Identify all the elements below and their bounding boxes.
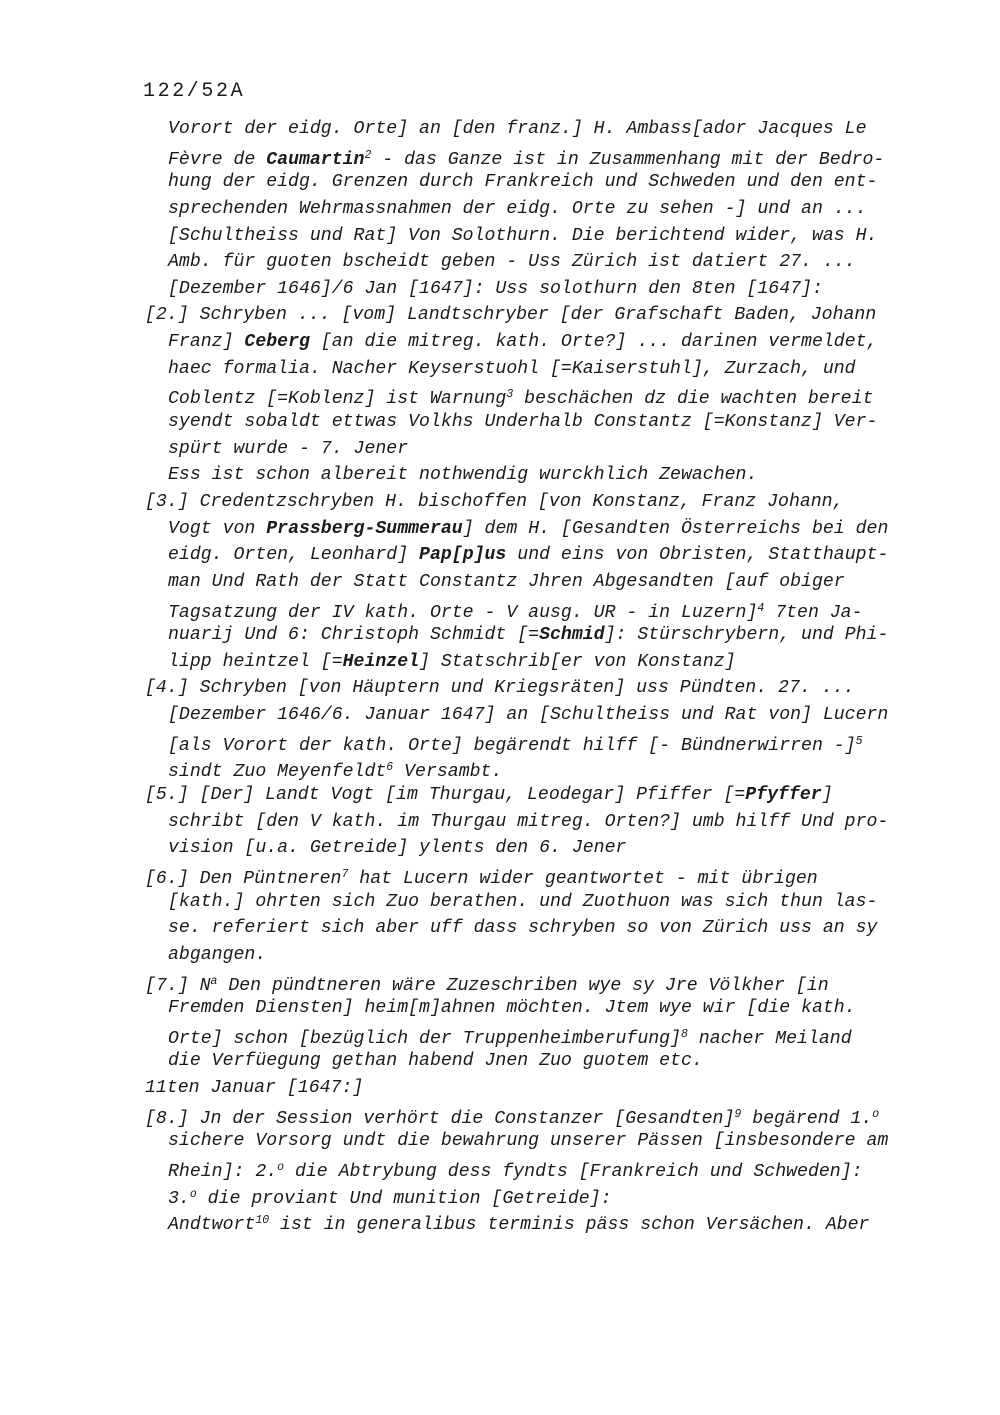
text-line <box>145 116 945 143</box>
text-line <box>145 596 945 623</box>
text-line <box>145 569 945 596</box>
footnote-superscript: 9 <box>734 1107 742 1121</box>
text-segment: Franz] <box>168 332 245 353</box>
text-segment: Den pündtneren wäre Zuzeschriben wye sy Jre Völkher [in <box>217 975 829 996</box>
text-segment: sprechenden Wehrmassnahmen der eidg. Orte zu sehen -] und an ... <box>168 198 867 219</box>
text-segment: ] dem H. [Gesandten Österreichs bei den <box>462 518 889 539</box>
text-line <box>145 755 945 782</box>
text-line <box>145 143 945 170</box>
text-line <box>145 889 945 916</box>
text-segment: [6.] Den Püntneren <box>145 868 342 889</box>
text-segment: syendt sobaldt ettwas Volkhs Underhalb Constantz [=Konstanz] Ver- <box>168 412 878 433</box>
text-segment: [3.] Credentzschryben H. bischoffen [von Konstanz, Franz Johann, <box>145 491 844 512</box>
text-line <box>145 729 945 756</box>
footnote-superscript: 8 <box>680 1027 688 1041</box>
text-line <box>145 1155 945 1182</box>
text-segment: Orte] schon [bezüglich der Truppenheimberufung] <box>168 1028 681 1049</box>
text-segment: sichere Vorsorg undt die bewahrung unserer Pässen [insbesondere am <box>168 1131 889 1152</box>
text-segment: Vogt von <box>168 518 267 539</box>
text-segment: Andtwort <box>168 1215 256 1236</box>
footnote-superscript: 6 <box>386 761 394 775</box>
footnote-superscript: 4 <box>757 601 765 615</box>
text-segment: [8.] Jn der Session verhört die Constanzer [Gesandten] <box>145 1108 735 1129</box>
text-segment: Tagsatzung der IV kath. Orte - V ausg. UR - in Luzern] <box>168 602 758 623</box>
text-segment: 7ten Ja- <box>764 602 863 623</box>
text-line <box>145 196 945 223</box>
text-segment: Coblentz [=Koblenz] ist Warnung <box>168 389 507 410</box>
text-line <box>145 782 945 809</box>
text-segment: man Und Rath der Statt Constantz Jhren Abgesandten [auf obiger <box>168 571 845 592</box>
text-line <box>145 516 945 543</box>
text-line <box>145 675 945 702</box>
text-segment: die Verfüegung gethan habend Jnen Zuo guotem etc. <box>168 1051 703 1072</box>
text-line <box>145 1102 945 1129</box>
text-segment: [Dezember 1646/6. Januar 1647] an [Schultheiss und Rat von] Lucern <box>168 705 889 726</box>
text-segment: begärend 1. <box>741 1108 873 1129</box>
text-segment: beschächen dz die wachten bereit <box>513 389 874 410</box>
text-segment: [als Vorort der kath. Orte] begärendt hilff [- Bündnerwirren -] <box>168 735 856 756</box>
text-segment: [kath.] ohrten sich Zuo berathen. und Zuothuon was sich thun las- <box>168 891 878 912</box>
text-line <box>145 542 945 569</box>
text-segment: Vorort der eidg. Orte] an [den franz.] H. Ambass[ador Jacques Le <box>168 119 867 139</box>
text-segment: die proviant Und munition [Getreide]: <box>196 1188 612 1209</box>
bold-name-text: Schmid <box>539 625 605 646</box>
text-segment: [an die mitreg. kath. Orte?] ... darinen vermeldet, <box>309 332 878 353</box>
text-segment: 3. <box>168 1188 190 1209</box>
text-segment: se. referiert sich aber uff dass schryben so von Zürich uss an sy <box>168 918 878 939</box>
footnote-superscript: 2 <box>364 148 372 162</box>
text-segment: nacher Meiland <box>687 1028 852 1049</box>
text-line <box>145 249 945 276</box>
text-line <box>145 1128 945 1155</box>
text-line <box>145 969 945 996</box>
text-line <box>145 302 945 329</box>
text-segment: Amb. für guoten bscheidt geben - Uss Zürich ist datiert 27. ... <box>168 252 856 273</box>
footnote-superscript: a <box>210 974 218 988</box>
text-segment: [5.] [Der] Landt Vogt [im Thurgau, Leodegar] Pfiffer [= <box>145 785 746 806</box>
text-segment: hung der eidg. Grenzen durch Frankreich und Schweden und den ent- <box>168 172 878 193</box>
text-line <box>145 809 945 836</box>
text-segment: ] <box>821 785 833 806</box>
text-line <box>145 702 945 729</box>
footnote-superscript: 5 <box>855 734 863 748</box>
bold-name-text: Pfyffer <box>745 785 822 806</box>
document-body <box>145 116 945 1235</box>
text-segment: [4.] Schryben [von Häuptern und Kriegsräten] uss Pündten. 27. ... <box>145 678 855 699</box>
text-line <box>145 995 945 1022</box>
text-segment: hat Lucern wider geantwortet - mit übrigen <box>348 868 818 889</box>
text-segment: lipp heintzel [= <box>168 651 343 672</box>
text-line <box>145 489 945 516</box>
text-line <box>145 382 945 409</box>
text-line <box>145 169 945 196</box>
text-line <box>145 223 945 250</box>
text-line <box>145 1075 945 1102</box>
text-segment: - das Ganze ist in Zusammenhang mit der Bedro- <box>371 149 885 170</box>
text-segment: Versambt. <box>393 762 503 783</box>
text-line <box>145 835 945 862</box>
text-line <box>145 436 945 463</box>
text-segment: Fèvre de <box>168 149 267 170</box>
text-line <box>145 942 945 969</box>
text-segment: ist in generalibus terminis päss schon Versächen. Aber <box>269 1215 870 1236</box>
text-segment: die Abtrybung dess fyndts [Frankreich und Schweden]: <box>284 1161 863 1182</box>
text-segment: [7.] N <box>145 975 211 996</box>
text-segment: spürt wurde - 7. Jener <box>168 438 409 459</box>
text-line <box>145 649 945 676</box>
text-segment: eidg. Orten, Leonhard] <box>168 545 420 566</box>
text-segment: und eins von Obristen, Statthaupt- <box>506 545 889 566</box>
text-segment: 11ten Januar [1647:] <box>145 1078 364 1099</box>
text-segment: ] Statschrib[er von Konstanz] <box>419 651 736 672</box>
text-line <box>145 329 945 356</box>
text-segment: Fremden Diensten] heim[m]ahnen möchten. Jtem wye wir [die kath. <box>168 998 856 1019</box>
footnote-superscript: o <box>277 1160 285 1174</box>
text-segment: nuarij Und 6: Christoph Schmidt [= <box>168 625 540 646</box>
footnote-superscript: o <box>872 1107 880 1121</box>
page-number: 122/52A <box>143 80 246 103</box>
text-segment: vision [u.a. Getreide] ylents den 6. Jener <box>168 838 627 859</box>
text-line <box>145 915 945 942</box>
text-line <box>145 462 945 489</box>
text-segment: ]: Stürschrybern, und Phi- <box>604 625 889 646</box>
bold-name-text: Pap[p]us <box>419 545 507 566</box>
text-line <box>145 1182 945 1209</box>
text-line <box>145 1208 945 1235</box>
text-segment: [Schultheiss und Rat] Von Solothurn. Die berichtend wider, was H. <box>168 225 878 246</box>
footnote-superscript: o <box>189 1187 197 1201</box>
text-line <box>145 1022 945 1049</box>
text-segment: Ess ist schon albereit nothwendig wurckhlich Zewachen. <box>168 465 758 486</box>
bold-name-text: Heinzel <box>342 651 420 672</box>
text-segment: abgangen. <box>168 944 267 965</box>
text-segment: haec formalia. Nacher Keyserstuohl [=Kaiserstuhl], Zurzach, und <box>168 358 856 379</box>
footnote-superscript: 7 <box>341 867 349 881</box>
text-segment: schribt [den V kath. im Thurgau mitreg. Orten?] umb hilff Und pro- <box>168 811 889 832</box>
bold-name-text: Ceberg <box>244 332 310 353</box>
text-segment: [Dezember 1646]/6 Jan [1647]: Uss solothurn den 8ten [1647]: <box>168 278 823 299</box>
footnote-superscript: 3 <box>506 388 514 402</box>
bold-name-text: Caumartin <box>266 149 365 170</box>
text-line <box>145 276 945 303</box>
text-segment: Rhein]: 2. <box>168 1161 278 1182</box>
text-segment: sindt Zuo Meyenfeldt <box>168 762 387 783</box>
footnote-superscript: 10 <box>255 1214 270 1228</box>
text-line <box>145 356 945 383</box>
text-line <box>145 1048 945 1075</box>
text-line <box>145 622 945 649</box>
text-line <box>145 409 945 436</box>
text-line <box>145 862 945 889</box>
bold-name-text: Prassberg-Summerau <box>266 518 463 539</box>
text-segment: [2.] Schryben ... [vom] Landtschryber [der Grafschaft Baden, Johann <box>145 305 877 326</box>
